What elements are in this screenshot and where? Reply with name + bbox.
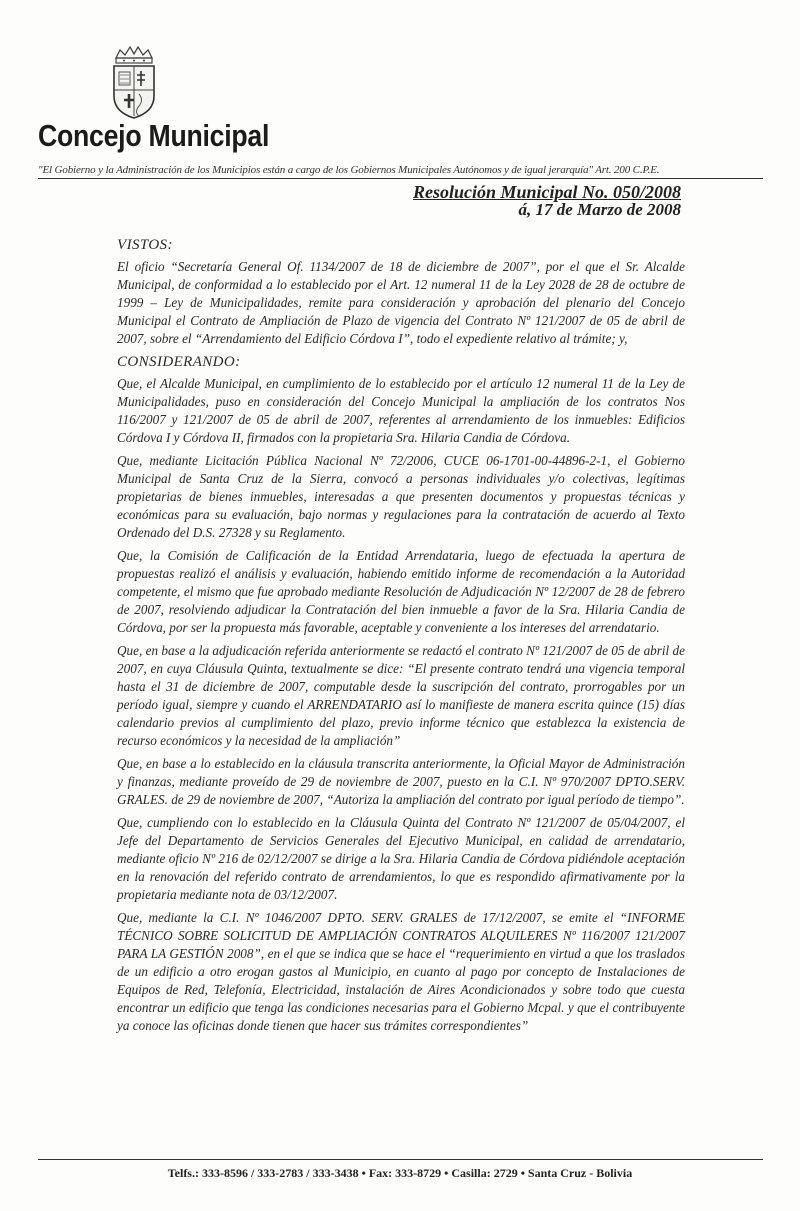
considerando-paragraph: Que, en base a la adjudicación referida anteriormente se redactó el contrato Nº 121/2007 de 05 de abril de 2007, en cuya Cláusula Quinta, textualmente se dice: “El presente contrato tendrá una vigencia temporal hasta el 31 de diciembre de 2007, computable desde la suscripción del contrato, prorrogables por un período igual, siempre y cuando el ARRENDATARIO así lo manifieste de manera escrita quince (15) días calendario previos al cumplimiento del plazo, previo informe técnico que establezca la existencia de recurso económicos y la necesidad de la ampliación” [117, 643, 685, 748]
considerando-paragraph: Que, cumpliendo con lo establecido en la Cláusula Quinta del Contrato Nº 121/2007 de 05/04/2007, el Jefe del Departamento de Servicios Generales del Ejecutivo Municipal, en calidad de arrendatario, mediante oficio Nº 216 de 02/12/2007 se dirige a la Sra. Hilaria Candia de Córdova pidiéndole aceptación en la renovación del referido contrato de arrendamientos, lo que es respondido afirmativamente por la propietaria mediante nota de 03/12/2007. [117, 815, 685, 902]
header-divider [38, 178, 763, 179]
vistos-heading: VISTOS: [117, 237, 173, 253]
organization-name: Concejo Municipal [38, 118, 270, 153]
vistos-paragraph: El oficio “Secretaría General Of. 1134/2007 de 18 de diciembre de 2007”, por el que el Sr. Alcalde Municipal, de conformidad a lo establecido por el Art. 12 numeral 11 de la Ley 2028 de 28 de octubre de 1999 – Ley de Municipalidades, remite para consideración y aprobación del plenario del Concejo Municipal el Contrato de Ampliación de Plazo de vigencia del Contrato Nº 121/2007 de 05 de abril de 2007, sobre el “Arrendamiento del Edificio Córdova I”, todo el expediente relativo al trámite; y, [117, 259, 685, 346]
considerando-paragraph: Que, mediante Licitación Pública Nacional Nº 72/2006, CUCE 06-1701-00-44896-2-1, el Gobierno Municipal de Santa Cruz de la Sierra, convocó a personas individuales y/o colectivas, legítimas propietarias de bienes inmuebles, interesadas a que presenten documentos y propuestas técnicas y económicas para su evaluación, bajo normas y regulaciones para la contratación de acuerdo al Texto Ordenado del D.S. 27328 y su Reglamento. [117, 453, 685, 540]
footer-contact-info: Telfs.: 333-8596 / 333-2783 / 333-3438 • Fax: 333-8729 • Casilla: 2729 • Santa Cruz - Bolivia [167, 1166, 633, 1180]
municipal-crest-icon [108, 44, 160, 122]
considerando-heading: CONSIDERANDO: [117, 354, 241, 370]
document-body [117, 236, 685, 1040]
resolution-date: á, 17 de Marzo de 2008 [518, 200, 681, 219]
considerando-paragraph: Que, mediante la C.I. Nº 1046/2007 DPTO. SERV. GRALES de 17/12/2007, se emite el “INFORME TÉCNICO SOBRE SOLICITUD DE AMPLIACIÓN CONTRATOS ALQUILERES Nº 116/2007 121/2007 PARA LA GESTIÓN 2008”, en el que se indica que se hace el “requerimiento en virtud a que los traslados de un edificio a otro erogan gastos al Municipio, en cuanto al pago por concepto de Instalaciones de Equipos de Red, Telefonía, Electricidad, instalación de Aires Acondicionados y sobre todo que cuesta encontrar un edificio que tenga las condiciones necesarias para el Gobierno Mcpal. y que el contribuyente ya conoce las oficinas donde tienen que hacer sus trámites correspondientes” [117, 910, 685, 1033]
considerando-paragraph: Que, en base a lo establecido en la cláusula transcrita anteriormente, la Oficial Mayor de Administración y finanzas, mediante proveído de 29 de noviembre de 2007, puesto en la C.I. Nº 970/2007 DPTO.SERV. GRALES. de 29 de noviembre de 2007, “Autoriza la ampliación del contrato por igual período de tiempo”. [117, 756, 685, 807]
footer-divider [38, 1159, 763, 1160]
considerando-paragraph: Que, el Alcalde Municipal, en cumplimiento de lo establecido por el artículo 12 numeral 11 de la Ley de Municipalidades, puso en consideración del Concejo Municipal la ampliación de los contratos Nos 116/2007 y 121/2007 de 05 de abril de 2007, referentes al arrendamiento de los inmuebles: Edificios Córdova I y Córdova II, firmados con la propietaria Sra. Hilaria Candia de Córdova. [117, 376, 685, 445]
constitutional-motto: "El Gobierno y la Administración de los Municipios están a cargo de los Gobiernos Municipales Autónomos y de igual jerarquía" Art. 200 C.P.E. [38, 164, 660, 176]
resolution-title: Resolución Municipal No. 050/2008 [412, 182, 681, 202]
considerando-paragraph: Que, la Comisión de Calificación de la Entidad Arrendataria, luego de efectuada la apertura de propuestas realizó el análisis y evaluación, habiendo emitido informe de recomendación a la Autoridad competente, el mismo que fue aprobado mediante Resolución de Adjudicación Nº 12/2007 de 28 de febrero de 2007, resolviendo adjudicar la Contratación del bien inmueble a favor de la Sra. Hilaria Candia de Córdova, por ser la propuesta más favorable, aceptable y conveniente a los intereses del arrendatario. [117, 548, 685, 635]
